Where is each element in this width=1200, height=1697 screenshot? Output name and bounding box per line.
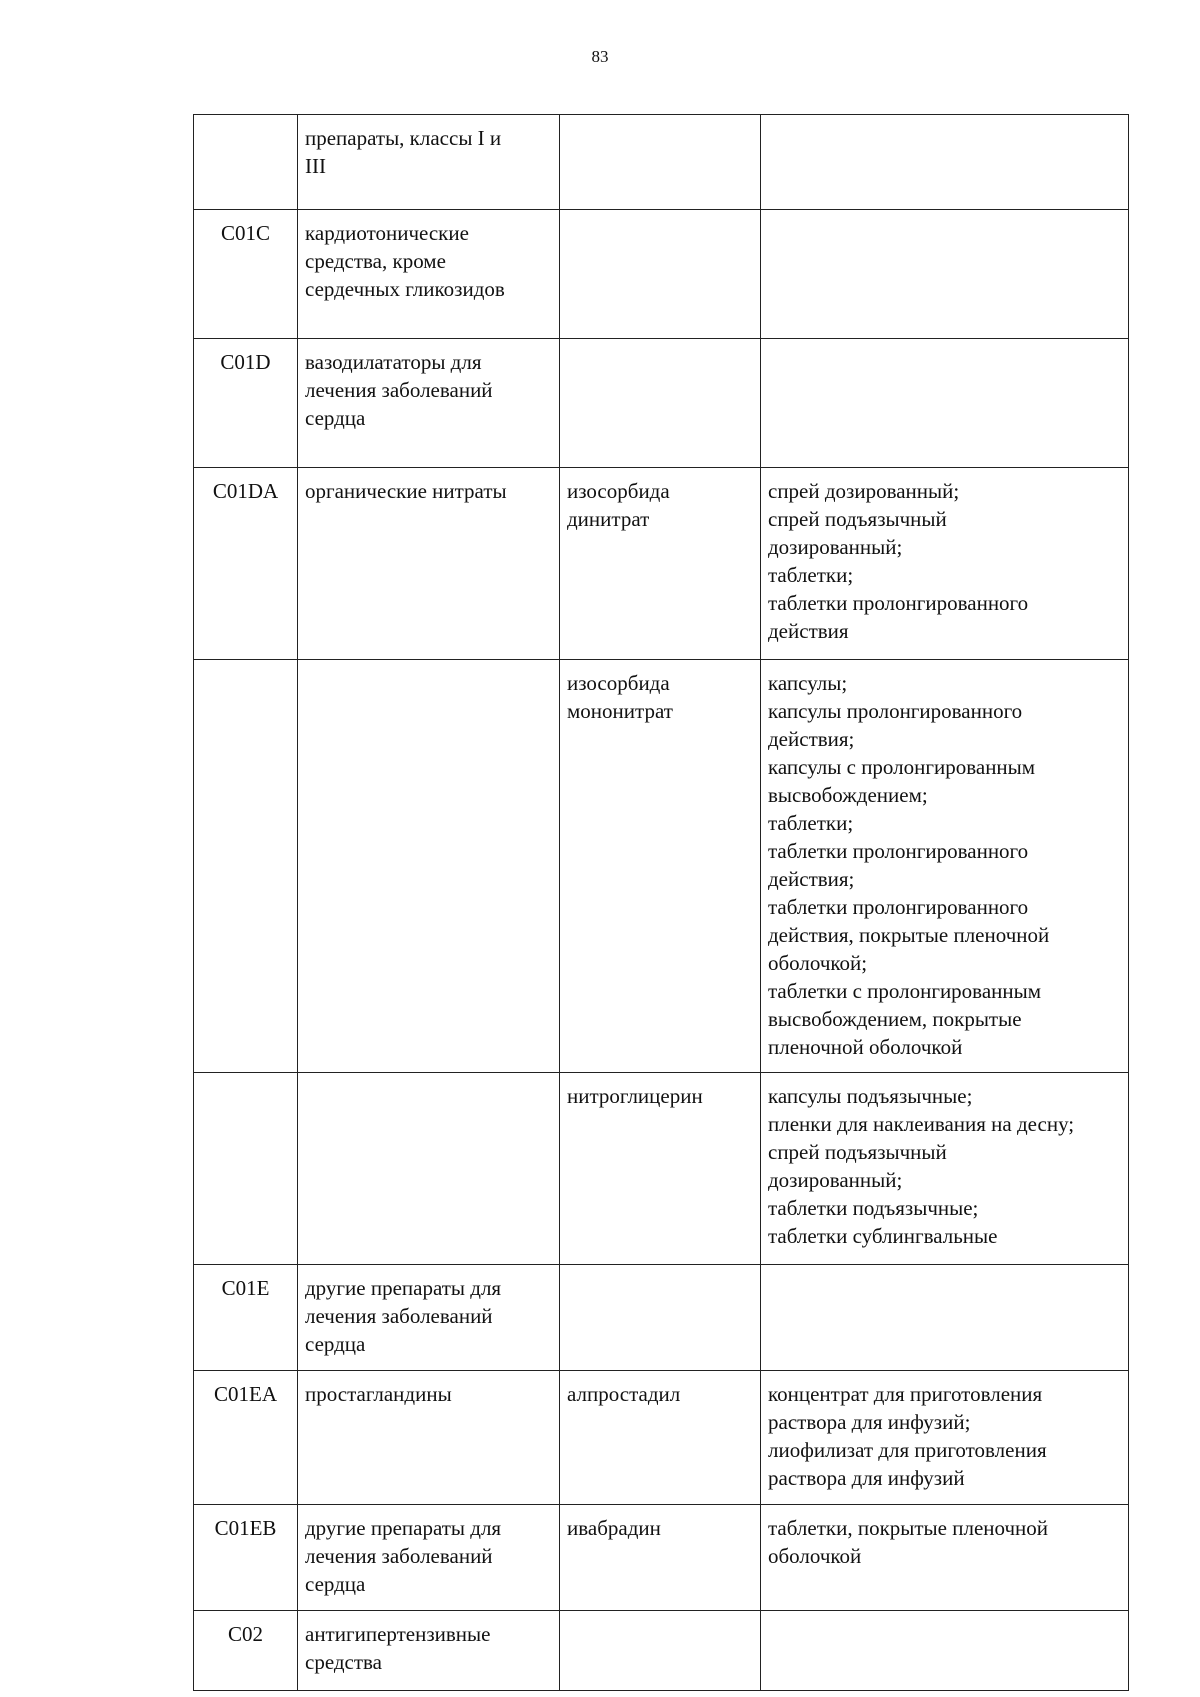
atc-code-cell: C01C bbox=[194, 210, 298, 339]
table-row bbox=[194, 1371, 1129, 1505]
drug-name-cell bbox=[560, 115, 761, 210]
table-row bbox=[194, 115, 1129, 210]
dosage-forms-cell: концентрат для приготовления раствора для инфузий; лиофилизат для приготовления раствора для инфузий bbox=[761, 1371, 1129, 1505]
group-name-cell: вазодилататоры для лечения заболеваний сердца bbox=[298, 339, 560, 468]
table-row bbox=[194, 210, 1129, 339]
dosage-forms-cell: таблетки, покрытые пленочной оболочкой bbox=[761, 1505, 1129, 1611]
drug-name-cell bbox=[560, 339, 761, 468]
atc-code-cell: C01E bbox=[194, 1265, 298, 1371]
atc-code-cell: C01EA bbox=[194, 1371, 298, 1505]
drug-classification-table bbox=[193, 114, 1129, 1691]
atc-code-cell: C01EB bbox=[194, 1505, 298, 1611]
atc-code-cell bbox=[194, 115, 298, 210]
drug-name-cell: ивабрадин bbox=[560, 1505, 761, 1611]
table-row bbox=[194, 339, 1129, 468]
group-name-cell: препараты, классы I и III bbox=[298, 115, 560, 210]
drug-name-cell bbox=[560, 1265, 761, 1371]
table-row bbox=[194, 468, 1129, 660]
dosage-forms-cell: капсулы; капсулы пролонгированного действия; капсулы с пролонгированным высвобождением; таблетки; таблетки пролонгированного действия; таблетки пролонгированного действия, покрытые пленочной оболочкой; таблетки с пролонгированным высвобождением, покрытые пленочной оболочкой bbox=[761, 660, 1129, 1073]
dosage-forms-cell: капсулы подъязычные; пленки для наклеивания на десну; спрей подъязычный дозированный; таблетки подъязычные; таблетки сублингвальные bbox=[761, 1073, 1129, 1265]
dosage-forms-cell bbox=[761, 1611, 1129, 1691]
drug-name-cell: изосорбида динитрат bbox=[560, 468, 761, 660]
group-name-cell: антигипертензивные средства bbox=[298, 1611, 560, 1691]
table-row bbox=[194, 1611, 1129, 1691]
dosage-forms-cell bbox=[761, 210, 1129, 339]
group-name-cell bbox=[298, 660, 560, 1073]
group-name-cell: простагландины bbox=[298, 1371, 560, 1505]
table-row bbox=[194, 1505, 1129, 1611]
dosage-forms-cell bbox=[761, 339, 1129, 468]
table-row bbox=[194, 660, 1129, 1073]
group-name-cell: другие препараты для лечения заболеваний сердца bbox=[298, 1265, 560, 1371]
group-name-cell bbox=[298, 1073, 560, 1265]
atc-code-cell bbox=[194, 1073, 298, 1265]
atc-code-cell: C01DA bbox=[194, 468, 298, 660]
atc-code-cell: C02 bbox=[194, 1611, 298, 1691]
drug-name-cell bbox=[560, 210, 761, 339]
atc-code-cell: C01D bbox=[194, 339, 298, 468]
group-name-cell: другие препараты для лечения заболеваний сердца bbox=[298, 1505, 560, 1611]
dosage-forms-cell: спрей дозированный; спрей подъязычный дозированный; таблетки; таблетки пролонгированного действия bbox=[761, 468, 1129, 660]
dosage-forms-cell bbox=[761, 1265, 1129, 1371]
atc-code-cell bbox=[194, 660, 298, 1073]
dosage-forms-cell bbox=[761, 115, 1129, 210]
table-row bbox=[194, 1265, 1129, 1371]
drug-name-cell: алпростадил bbox=[560, 1371, 761, 1505]
drug-name-cell: нитроглицерин bbox=[560, 1073, 761, 1265]
page-number: 83 bbox=[591, 47, 609, 66]
table-row bbox=[194, 1073, 1129, 1265]
group-name-cell: кардиотонические средства, кроме сердечных гликозидов bbox=[298, 210, 560, 339]
drug-name-cell bbox=[560, 1611, 761, 1691]
group-name-cell: органические нитраты bbox=[298, 468, 560, 660]
drug-name-cell: изосорбида мононитрат bbox=[560, 660, 761, 1073]
